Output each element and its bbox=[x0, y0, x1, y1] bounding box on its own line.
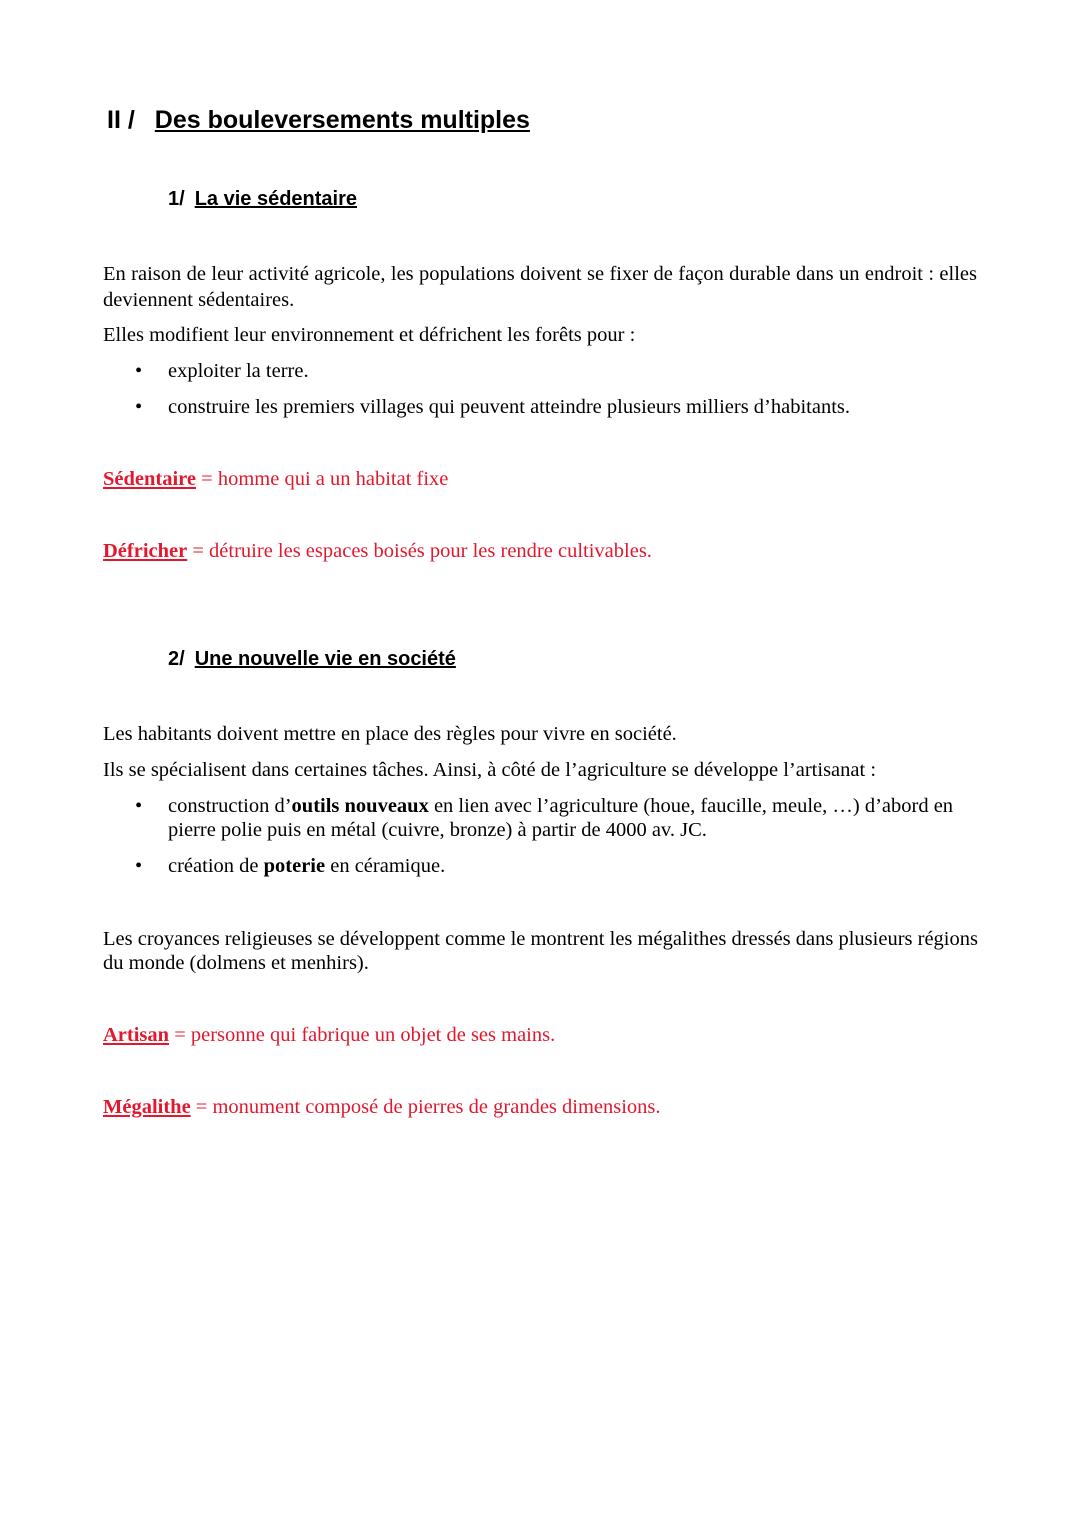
definition-text: = détruire les espaces boisés pour les rendre cultivables. bbox=[187, 540, 652, 562]
section-number: II / bbox=[107, 106, 135, 134]
paragraph: En raison de leur activité agricole, les populations doivent se fixer de façon durable dans un endroit : elles deviennent sédentaires. bbox=[103, 263, 977, 311]
text: construction d’ bbox=[168, 795, 292, 817]
subsection-title: Une nouvelle vie en société bbox=[194, 648, 456, 670]
text: création de bbox=[168, 855, 264, 877]
definition-term: Sédentaire bbox=[103, 468, 197, 490]
text: en céramique. bbox=[325, 855, 446, 877]
bold-text: poterie bbox=[263, 855, 326, 877]
bullet-icon: • bbox=[135, 360, 143, 382]
bullet-icon: • bbox=[135, 855, 143, 877]
paragraph: Elles modifient leur environnement et défrichent les forêts pour : bbox=[103, 324, 636, 346]
section-title: Des bouleversements multiples bbox=[154, 106, 530, 134]
paragraph: Les habitants doivent mettre en place des règles pour vivre en société. bbox=[103, 723, 677, 745]
bullet-text: construire les premiers villages qui peuvent atteindre plusieurs milliers d’habitants. bbox=[168, 396, 851, 418]
paragraph: Ils se spécialisent dans certaines tâches. Ainsi, à côté de l’agriculture se développe l’artisanat : bbox=[103, 759, 877, 781]
definition-text: = homme qui a un habitat fixe bbox=[196, 468, 449, 490]
subsection-number: 1/ bbox=[168, 188, 185, 210]
bullet-icon: • bbox=[135, 795, 143, 817]
subsection-title: La vie sédentaire bbox=[194, 188, 357, 210]
bullet-text bbox=[168, 794, 978, 842]
text: en lien avec l’agriculture (houe, faucille, meule, …) d’abord en pierre polie puis en métal (cuivre, bronze) à partir de 4000 av. JC. bbox=[168, 795, 954, 841]
definition bbox=[103, 1095, 661, 1119]
section-heading bbox=[107, 106, 530, 135]
bullet-icon: • bbox=[135, 396, 143, 418]
definition bbox=[103, 1023, 555, 1047]
bullet-text bbox=[168, 854, 978, 878]
definition-term: Défricher bbox=[103, 540, 188, 562]
definition bbox=[103, 467, 448, 491]
subsection-number: 2/ bbox=[168, 648, 185, 670]
subsection-heading-1 bbox=[168, 188, 357, 211]
bullet-item bbox=[135, 395, 978, 419]
bullet-text: exploiter la terre. bbox=[168, 360, 309, 382]
bullet-item bbox=[135, 854, 978, 878]
bold-text: outils nouveaux bbox=[291, 795, 429, 817]
definition bbox=[103, 539, 652, 563]
paragraph: Les croyances religieuses se développent comme le montrent les mégalithes dressés dans plusieurs régions du monde (dolmens et menhirs). bbox=[103, 928, 978, 974]
definition-term: Artisan bbox=[103, 1024, 170, 1046]
subsection-heading-2 bbox=[168, 648, 456, 671]
definition-term: Mégalithe bbox=[103, 1096, 191, 1118]
definition-text: = personne qui fabrique un objet de ses mains. bbox=[169, 1024, 556, 1046]
bullet-item bbox=[135, 794, 978, 842]
definition-text: = monument composé de pierres de grandes dimensions. bbox=[190, 1096, 661, 1118]
bullet-item bbox=[135, 359, 978, 383]
